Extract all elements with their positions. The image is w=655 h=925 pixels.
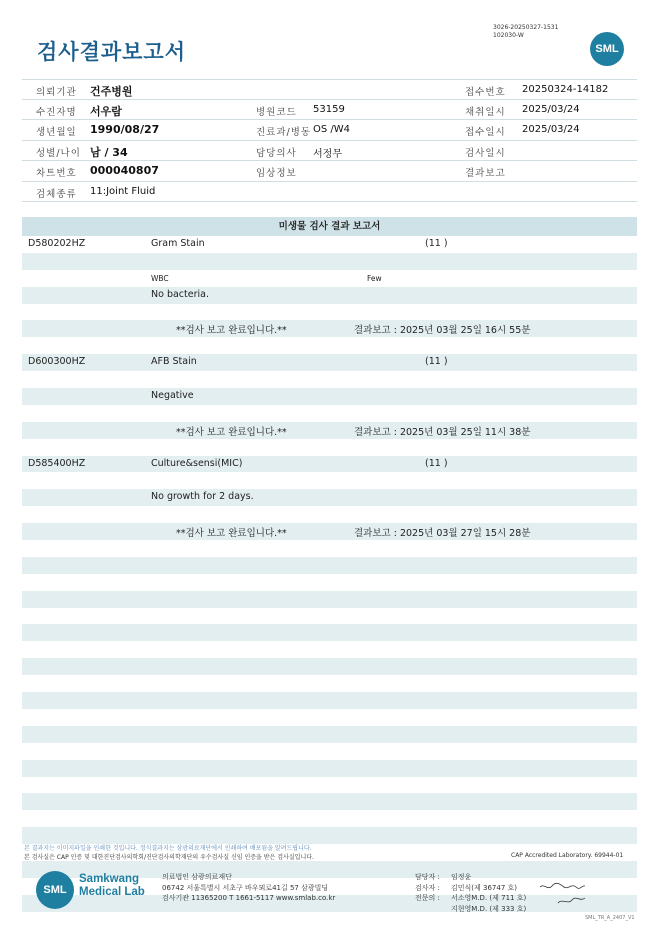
band-row: [22, 574, 637, 591]
band-row: [22, 557, 637, 574]
test-code: D585400HZ: [28, 457, 86, 469]
test-row: [22, 236, 637, 253]
band-row: [22, 472, 637, 489]
chart-number-value: 000040807: [90, 164, 159, 177]
organization-address: 06742 서울특별시 서초구 바우뫼로41길 57 삼광빌딩: [162, 883, 329, 892]
band-row: [22, 337, 637, 354]
report-timestamp: 결과보고 : 2025년 03월 25일 16시 55분: [354, 325, 531, 337]
band-row: [22, 912, 637, 925]
band-row: [22, 692, 637, 709]
sml-logo-bottom: SML: [36, 871, 74, 909]
department-value: OS /W4: [313, 124, 351, 135]
institution-label: 의뢰기관: [36, 87, 77, 98]
patient-name-label: 수진자명: [36, 106, 77, 118]
chart-number-label: 차트번호: [36, 168, 77, 179]
band-row: [22, 641, 637, 658]
info-row: [22, 182, 637, 203]
band-row: [22, 658, 637, 675]
wbc-value: Few: [367, 273, 382, 283]
staff-name: 김민식(제 36747 호): [451, 883, 517, 892]
form-version: SML_TR_A_2407_V1: [585, 915, 635, 921]
report-date-label: 결과보고: [465, 168, 506, 179]
document-code-line-1: 3026-20250327-1531: [493, 24, 559, 31]
test-code: D580202HZ: [28, 238, 86, 249]
document-code-line-2: 102030-W: [493, 32, 524, 39]
accession-number-label: 접수번호: [465, 87, 506, 98]
report-complete-text: **검사 보고 완료입니다.**: [176, 528, 287, 540]
sex-age-value: 남 / 34: [90, 145, 128, 159]
cap-accreditation: CAP Accredited Laboratory. 69944-01: [511, 852, 624, 859]
test-row: [22, 354, 637, 371]
microbiology-results: [22, 217, 637, 925]
organization-name: 의료법인 삼광의료재단: [162, 873, 232, 881]
results-header: 미생물 검사 결과 보고서: [22, 217, 637, 236]
accession-number-value: 20250324-14182: [522, 84, 609, 95]
birth-date-label: 생년월일: [36, 127, 77, 138]
test-name: Gram Stain: [151, 238, 205, 249]
band-row: [22, 760, 637, 777]
physician-label: 담당의사: [256, 147, 297, 159]
lab-name-line-1: Samkwang: [79, 873, 140, 885]
result-row: [22, 489, 637, 506]
certification-notice: 본 검사실은 CAP 인증 및 대한진단검사의학회/진단검사의학재단의 우수검사실 신임 인증을 받은 검사실입니다.: [24, 854, 314, 861]
wbc-label: WBC: [151, 273, 169, 283]
test-date-label: 검사일시: [465, 147, 506, 159]
test-name: Culture&sensi(MIC): [151, 457, 243, 469]
report-status-row: [22, 422, 637, 439]
wbc-row: [22, 270, 637, 287]
lab-name-line-2: Medical Lab: [79, 886, 145, 898]
test-row: [22, 456, 637, 473]
band-row: [22, 608, 637, 625]
band-row: [22, 743, 637, 760]
report-complete-text: **검사 보고 완료입니다.**: [176, 426, 287, 438]
receipt-date-value: 2025/03/24: [522, 124, 580, 135]
band-row: [22, 675, 637, 692]
test-count: (11 ): [425, 238, 448, 249]
staff-name: 지현영M.D. (제 333 호): [451, 904, 527, 913]
info-row: [22, 141, 637, 162]
collection-date-value: 2025/03/24: [522, 103, 580, 115]
collection-date-label: 채취일시: [465, 106, 506, 118]
test-result: No bacteria.: [151, 288, 209, 300]
receipt-date-label: 접수일시: [465, 127, 506, 138]
info-row: [22, 79, 637, 100]
staff-name: 서소영M.D. (제 711 호): [451, 894, 527, 902]
document-code: [493, 24, 558, 40]
band-row: [22, 827, 637, 844]
band-row: [22, 793, 637, 810]
info-row: [22, 100, 637, 121]
info-row: [22, 120, 637, 141]
band-row: [22, 304, 637, 321]
staff-role: 전문의 :: [415, 894, 440, 902]
hospital-code-value: 53159: [313, 103, 345, 115]
page-title: 검사결과보고서: [37, 40, 187, 64]
staff-line: [415, 872, 526, 883]
staff-info: [415, 872, 526, 914]
physician-value: 서정무: [313, 148, 342, 160]
band-row: [22, 439, 637, 456]
staff-line: [415, 893, 526, 904]
organization-contact: 검사기관 11365200 T 1661-5117 www.smlab.co.kr: [162, 894, 336, 902]
lab-name-logo: [79, 873, 145, 899]
staff-role: 담당자 :: [415, 873, 440, 881]
hospital-code-label: 병원코드: [256, 106, 297, 118]
band-row: [22, 624, 637, 641]
band-row: [22, 506, 637, 523]
band-row: [22, 726, 637, 743]
band-row: [22, 591, 637, 608]
staff-line: [415, 904, 526, 915]
band-row: [22, 371, 637, 388]
birth-date-value: 1990/08/27: [90, 123, 160, 136]
band-row: [22, 405, 637, 422]
report-timestamp: 결과보고 : 2025년 03월 27일 15시 28분: [354, 528, 531, 540]
organization-info: [162, 872, 335, 904]
test-name: AFB Stain: [151, 356, 197, 368]
sex-age-label: 성별/나이: [36, 147, 81, 159]
specimen-type-value: 11:Joint Fluid: [90, 185, 156, 197]
band-row: [22, 709, 637, 726]
staff-role: 검사자 :: [415, 883, 440, 892]
report-complete-text: **검사 보고 완료입니다.**: [176, 325, 287, 337]
report-status-row: [22, 523, 637, 540]
band-row: [22, 777, 637, 794]
department-label: 진료과/병동: [256, 127, 312, 138]
test-count: (11 ): [425, 457, 448, 469]
result-row: [22, 287, 637, 304]
result-row: [22, 388, 637, 405]
band-row: [22, 253, 637, 270]
staff-name: 임정윤: [451, 873, 472, 881]
patient-info-table: [22, 79, 637, 202]
info-row: [22, 161, 637, 182]
specimen-type-label: 검체종류: [36, 188, 77, 200]
staff-line: [415, 883, 526, 894]
clinical-info-label: 임상정보: [256, 168, 297, 179]
band-row: [22, 810, 637, 827]
report-status-row: [22, 320, 637, 337]
test-result: Negative: [151, 390, 194, 402]
band-row: [22, 540, 637, 557]
sml-logo: SML: [590, 32, 624, 66]
signature-icon: [538, 881, 588, 911]
patient-name-value: 서우람: [90, 104, 122, 118]
image-print-notice: 본 결과지는 이미지파일을 인쇄한 것입니다. 정식결과지는 삼광의료재단에서 인쇄하여 배포됨을 알려드립니다.: [24, 845, 312, 852]
institution-value: 건주병원: [90, 85, 133, 98]
test-result: No growth for 2 days.: [151, 491, 254, 503]
report-timestamp: 결과보고 : 2025년 03월 25일 11시 38분: [354, 426, 531, 438]
test-count: (11 ): [425, 356, 448, 368]
test-code: D600300HZ: [28, 356, 86, 368]
